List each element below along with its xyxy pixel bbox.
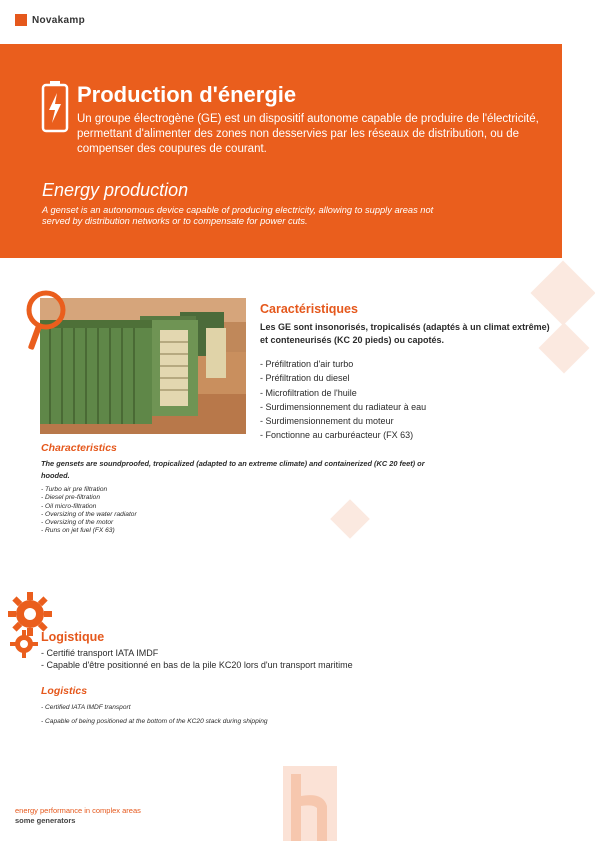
- logistics-fr: [41, 630, 501, 671]
- brand-name: Novakamp: [32, 14, 85, 26]
- characteristics-list: [260, 357, 560, 443]
- brand-logo: [15, 14, 85, 26]
- logistics-title-en: Logistics: [41, 685, 88, 697]
- footer-subtitle: some generators: [15, 816, 76, 825]
- list-item: - Certified IATA IMDF transport: [41, 701, 501, 715]
- list-item: - Capable of being positioned at the bottom of the KC20 stack during shipping: [41, 715, 501, 729]
- list-item: - Oversizing of the motor: [41, 519, 461, 527]
- page-title-en: Energy production: [42, 180, 189, 200]
- characteristics-en: [41, 442, 461, 536]
- logistics-en: [41, 685, 501, 729]
- logistics-list-en: [41, 701, 501, 729]
- characteristics-title: Caractéristiques: [260, 302, 358, 316]
- list-item: - Préfiltration d'air turbo: [260, 357, 560, 371]
- characteristics-fr: [260, 302, 560, 443]
- list-item: - Capable d'être positionné en bas de la pile KC20 lors d'un transport maritime: [41, 659, 501, 671]
- genset-photo: [40, 298, 246, 434]
- characteristics-body: Les GE sont insonorisés, tropicalisés (adaptés à un climat extrême) et conteneurisés (KC 20 pieds) ou capotés.: [260, 322, 550, 345]
- list-item: - Surdimensionnement du moteur: [260, 414, 560, 428]
- logistics-list: [41, 647, 501, 671]
- intro-en: A genset is an autonomous device capable of producing electricity, allowing to supply areas not served by distribution networks or to compensate for power cuts.: [42, 205, 434, 226]
- list-item: - Certifié transport IATA IMDF: [41, 647, 501, 659]
- list-item: - Fonctionne au carburéacteur (FX 63): [260, 428, 560, 442]
- list-item: - Runs on jet fuel (FX 63): [41, 527, 461, 535]
- list-item: - Microfiltration de l'huile: [260, 386, 560, 400]
- brand-watermark: [283, 766, 337, 841]
- magnifier-icon: [20, 288, 68, 352]
- logo-mark-icon: [15, 14, 27, 26]
- logistics-title: Logistique: [41, 630, 105, 644]
- list-item: - Préfiltration du diesel: [260, 371, 560, 385]
- list-item: - Oil micro-filtration: [41, 503, 461, 511]
- battery-bolt-icon: [40, 80, 70, 134]
- characteristics-title-en: Characteristics: [41, 442, 117, 454]
- list-item: - Oversizing of the water radiator: [41, 511, 461, 519]
- list-item: - Diesel pre-filtration: [41, 494, 461, 502]
- intro-fr: Un groupe électrogène (GE) est un dispositif autonome capable de produire de l'électricité, permettant d'alimenter des zones non desservies par les réseaux de distribution, ou de compenser des coupures de courant.: [77, 113, 539, 155]
- footer-tagline: energy performance in complex areas: [15, 806, 141, 815]
- characteristics-list-en: [41, 486, 461, 536]
- page-title: Production d'énergie: [77, 82, 297, 107]
- list-item: - Surdimensionnement du radiateur à eau: [260, 400, 560, 414]
- characteristics-body-en: The gensets are soundproofed, tropicalized (adapted to an extreme climate) and containerized (KC 20 feet) or hooded.: [41, 459, 425, 480]
- list-item: - Turbo air pre filtration: [41, 486, 461, 494]
